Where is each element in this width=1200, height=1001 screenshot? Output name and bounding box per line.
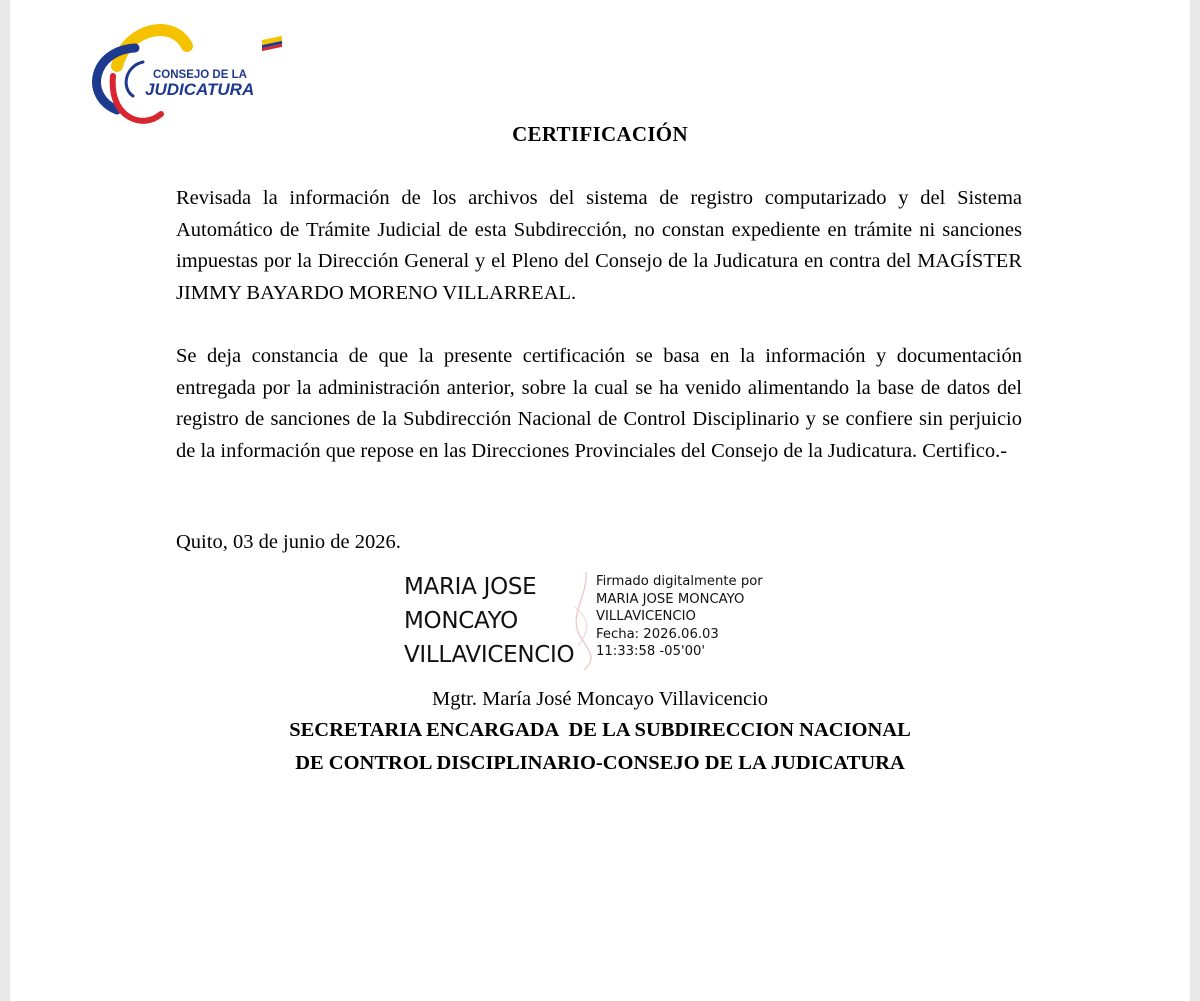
consejo-judicatura-logo bbox=[65, 18, 305, 138]
logo-inner-arc bbox=[126, 62, 143, 96]
signature-name-line: MARIA JOSE bbox=[404, 574, 537, 600]
ecuador-flag-icon bbox=[262, 36, 282, 51]
signer-name: Mgtr. María José Moncayo Villavicencio bbox=[432, 688, 768, 710]
signature-info-line: MARIA JOSE MONCAYO bbox=[596, 591, 745, 607]
document-page bbox=[10, 0, 1190, 1001]
place-and-date: Quito, 03 de junio de 2026. bbox=[176, 531, 401, 553]
signer-role-line-1: SECRETARIA ENCARGADA DE LA SUBDIRECCION NACIONAL bbox=[289, 719, 911, 741]
signature-info-line: 11:33:58 -05'00' bbox=[596, 644, 705, 660]
signature-info-line: VILLAVICENCIO bbox=[596, 609, 696, 625]
logo-line2: JUDICATURA bbox=[145, 80, 255, 99]
certification-paragraph-1: Revisada la información de los archivos del sistema de registro computarizado y del Sistema Automático de Trámite Judicial de esta Subdirección, no constan expediente en trámite ni sanciones impuestas por la Dirección General y el Pleno del Consejo de la Judicatura en contra del MAGÍSTER JIMMY BAYARDO MORENO VILLARREAL. bbox=[176, 187, 1022, 304]
signature-name-line: MONCAYO bbox=[404, 608, 518, 634]
document-title: CERTIFICACIÓN bbox=[512, 122, 688, 146]
logo-graphic bbox=[65, 18, 305, 138]
digital-signature-info bbox=[596, 573, 763, 661]
signature-info-line: Firmado digitalmente por bbox=[596, 574, 763, 589]
certification-paragraph-2: Se deja constancia de que la presente certificación se basa en la información y documentación entregada por la administración anterior, sobre la cual se ha venido alimentando la base de datos del registro de sanciones de la Subdirección Nacional de Control Disciplinario y se confiere sin perjuicio de la información que repose en las Direcciones Provinciales del Consejo de la Judicatura. Certifico.- bbox=[176, 345, 1022, 462]
signer-role-line-2: DE CONTROL DISCIPLINARIO-CONSEJO DE LA JUDICATURA bbox=[295, 752, 905, 774]
signature-name-line: VILLAVICENCIO bbox=[404, 642, 575, 668]
signature-info-line: Fecha: 2026.06.03 bbox=[596, 626, 719, 642]
logo-line1: CONSEJO DE LA bbox=[153, 69, 247, 81]
digital-signature-name bbox=[404, 570, 574, 672]
